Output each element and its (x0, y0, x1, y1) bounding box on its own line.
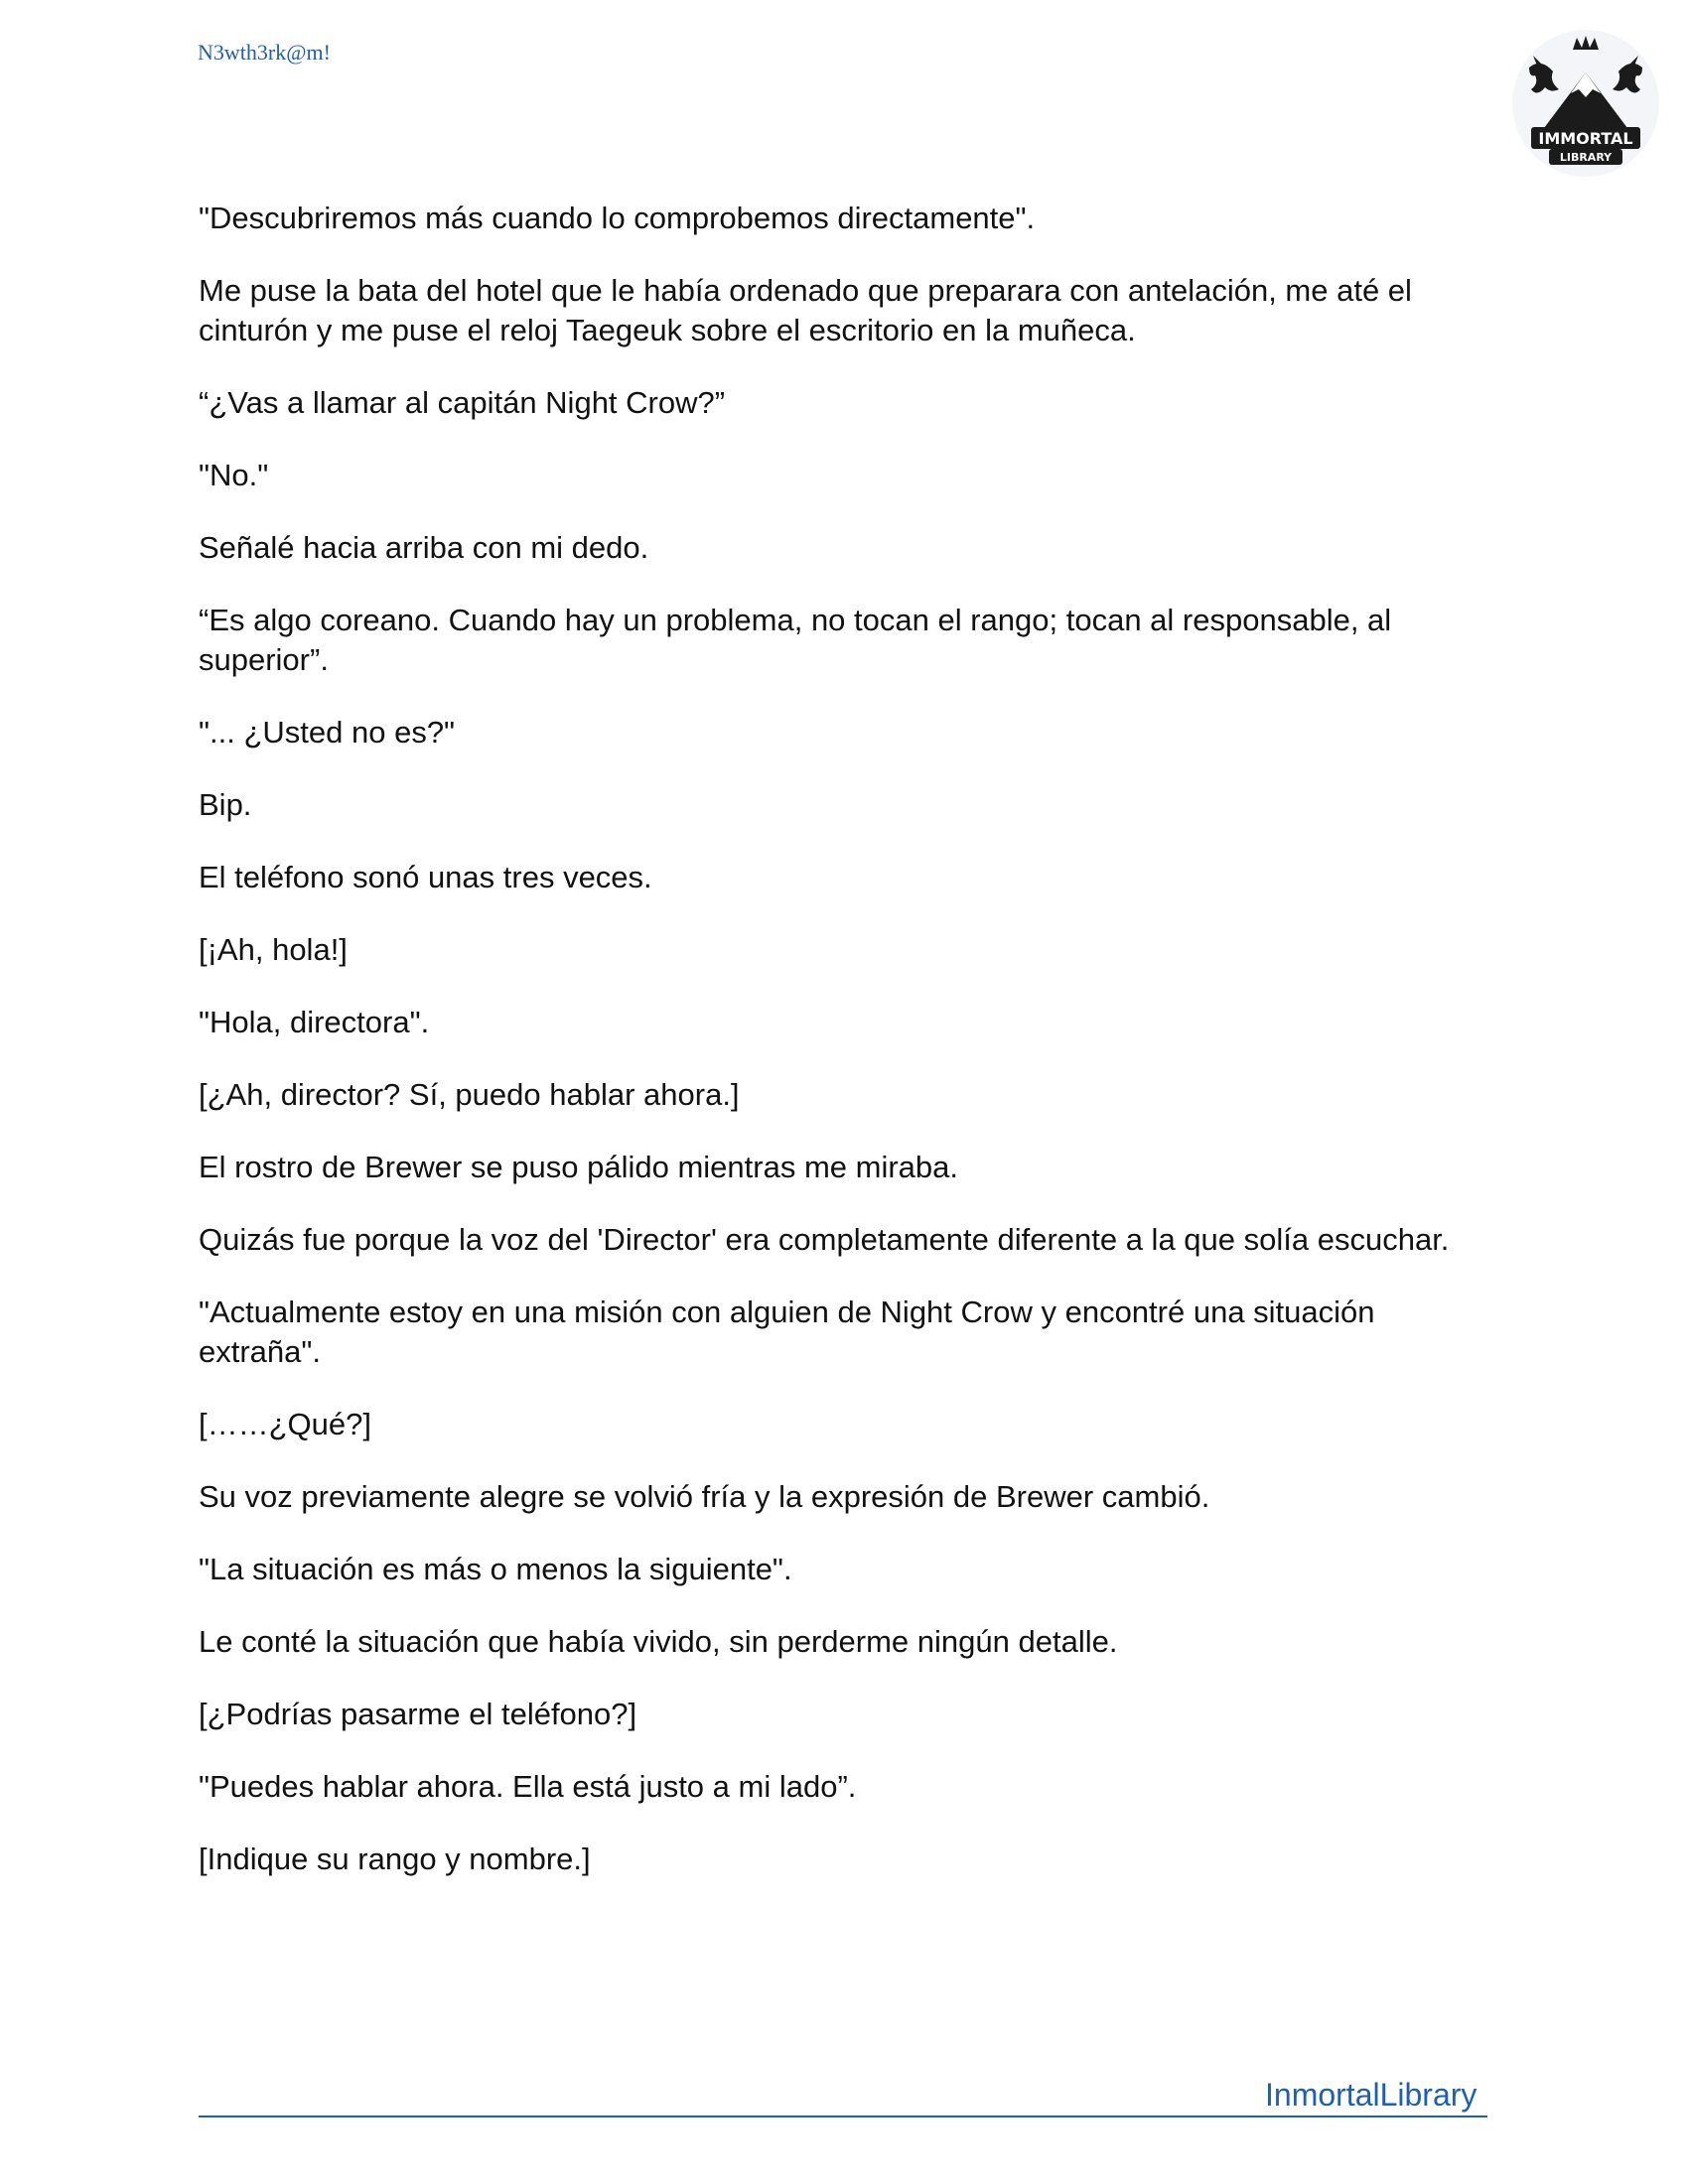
paragraph: Le conté la situación que había vivido, sin perderme ningún detalle. (199, 1624, 1118, 1659)
paragraph: Señalé hacia arriba con mi dedo. (199, 530, 649, 565)
paragraph: "Puedes hablar ahora. Ella está justo a mi lado”. (199, 1769, 857, 1804)
paragraph: "Descubriremos más cuando lo comprobemos directamente". (199, 201, 1036, 235)
paragraph: El teléfono sonó unas tres veces. (199, 860, 652, 894)
paragraph: "... ¿Usted no es?" (199, 715, 456, 750)
paragraph: [……¿Qué?] (199, 1407, 371, 1441)
paragraph: Bip. (199, 787, 252, 822)
header-watermark-text: N3wth3rk@m! (198, 40, 331, 65)
document-body (199, 199, 1489, 1912)
paragraph: [¿Ah, director? Sí, puedo hablar ahora.] (199, 1077, 740, 1112)
paragraph: "La situación es más o menos la siguiente". (199, 1552, 792, 1586)
footer-divider (199, 2116, 1487, 2117)
footer-library-link[interactable]: InmortalLibrary (1265, 2077, 1477, 2113)
paragraph: Me puse la bata del hotel que le había ordenado que preparara con antelación, me até el cinturón y me puse el reloj Taegeuk sobre el escritorio en la muñeca. (199, 273, 1412, 347)
paragraph: El rostro de Brewer se puso pálido mientras me miraba. (199, 1150, 958, 1184)
paragraph: “¿Vas a llamar al capitán Night Crow?” (199, 385, 726, 420)
paragraph: "No." (199, 458, 269, 492)
paragraph: [¿Podrías pasarme el teléfono?] (199, 1697, 637, 1731)
immortal-library-logo (1511, 28, 1660, 179)
paragraph: [Indique su rango y nombre.] (199, 1842, 591, 1876)
paragraph: "Hola, directora". (199, 1005, 430, 1039)
paragraph: Su voz previamente alegre se volvió fría y la expresión de Brewer cambió. (199, 1479, 1210, 1514)
logo-line1: IMMORTAL (1538, 129, 1633, 148)
paragraph: [¡Ah, hola!] (199, 932, 348, 967)
paragraph: "Actualmente estoy en una misión con alguien de Night Crow y encontré una situación extraña". (199, 1295, 1375, 1369)
paragraph: Quizás fue porque la voz del 'Director' era completamente diferente a la que solía escuchar. (199, 1222, 1450, 1257)
paragraph: “Es algo coreano. Cuando hay un problema, no tocan el rango; tocan al responsable, al superior”. (199, 603, 1392, 677)
logo-line2: LIBRARY (1559, 151, 1613, 164)
dragon-crest-logo-icon (1511, 28, 1660, 179)
